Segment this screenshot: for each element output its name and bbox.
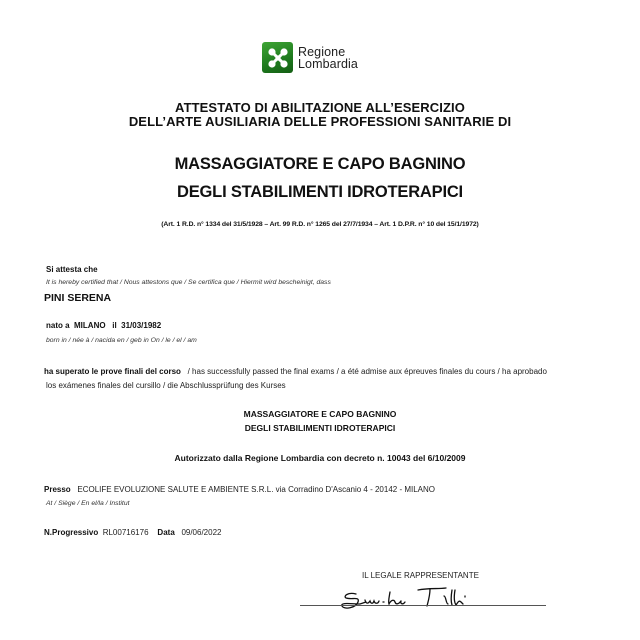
institution-value: ECOLIFE EVOLUZIONE SALUTE E AMBIENTE S.R.L. via Corradino D'Ascanio 4 - 20142 - MILANO <box>77 485 436 494</box>
logo-line-2: Lombardia <box>298 56 358 71</box>
profession-title-line-1: MASSAGGIATORE E CAPO BAGNINO <box>174 155 466 173</box>
regione-lombardia-logo <box>262 42 358 73</box>
passed-translation-1: / has successfully passed the final exams / a été admise aux épreuves finales du cours / ha aprobado <box>187 367 547 376</box>
birth-place: MILANO <box>74 321 106 330</box>
logo-wordmark <box>298 46 358 70</box>
institution-line <box>44 485 435 494</box>
signature-line <box>300 605 546 606</box>
legal-references: (Art. 1 R.D. n° 1334 del 31/5/1928 – Art. 99 R.D. n° 1265 del 27/7/1934 – Art. 1 D.P.R. n° 10 del 15/1/1972) <box>161 221 479 228</box>
authorization-decree: Autorizzato dalla Regione Lombardia con decreto n. 10043 del 6/10/2009 <box>174 453 466 463</box>
born-translation: born in / née à / nacida en / geb in On / le / el / am <box>46 337 197 344</box>
signature-title: IL LEGALE RAPPRESENTANTE <box>362 571 479 580</box>
progressive-value: RL00716176 <box>102 528 149 537</box>
passed-translation-2: los exámenes finales del cursillo / die Abschlussprüfung des Kurses <box>46 381 286 390</box>
institution-translation: At / Siège / En el/la / Institut <box>46 500 130 507</box>
passed-statement <box>44 367 547 376</box>
holder-name: PINI SERENA <box>44 292 112 304</box>
institution-label: Presso <box>44 485 71 494</box>
passed-label: ha superato le prove finali del corso <box>44 367 181 376</box>
record-date-value: 09/06/2022 <box>181 528 222 537</box>
intro-translation: It is hereby certified that / Nous attestons que / Se certifica que / Hiermit wird bescheinigt, dass <box>46 279 331 286</box>
born-label: nato a <box>46 321 70 330</box>
handwritten-signature-icon <box>338 586 488 621</box>
certificate-title-line-2: DELL’ARTE AUSILIARIA DELLE PROFESSIONI SANITARIE DI <box>128 114 512 129</box>
progressive-label: N.Progressivo <box>44 528 99 537</box>
course-title-line-1: MASSAGGIATORE E CAPO BAGNINO <box>243 409 397 419</box>
birth-date: 31/03/1982 <box>121 321 162 330</box>
birth-date-label: il <box>112 321 117 330</box>
logo-line-1: Regione <box>298 44 346 59</box>
record-date-label: Data <box>157 528 175 537</box>
certificate-title-line-1: ATTESTATO DI ABILITAZIONE ALL’ESERCIZIO <box>175 100 465 115</box>
profession-title-line-2: DEGLI STABILIMENTI IDROTERAPICI <box>177 183 463 201</box>
birth-info <box>46 321 161 330</box>
course-title-line-2: DEGLI STABILIMENTI IDROTERAPICI <box>244 423 396 433</box>
record-line <box>44 528 221 537</box>
rosa-camuna-icon <box>262 42 293 73</box>
intro-label: Si attesta che <box>46 265 98 274</box>
